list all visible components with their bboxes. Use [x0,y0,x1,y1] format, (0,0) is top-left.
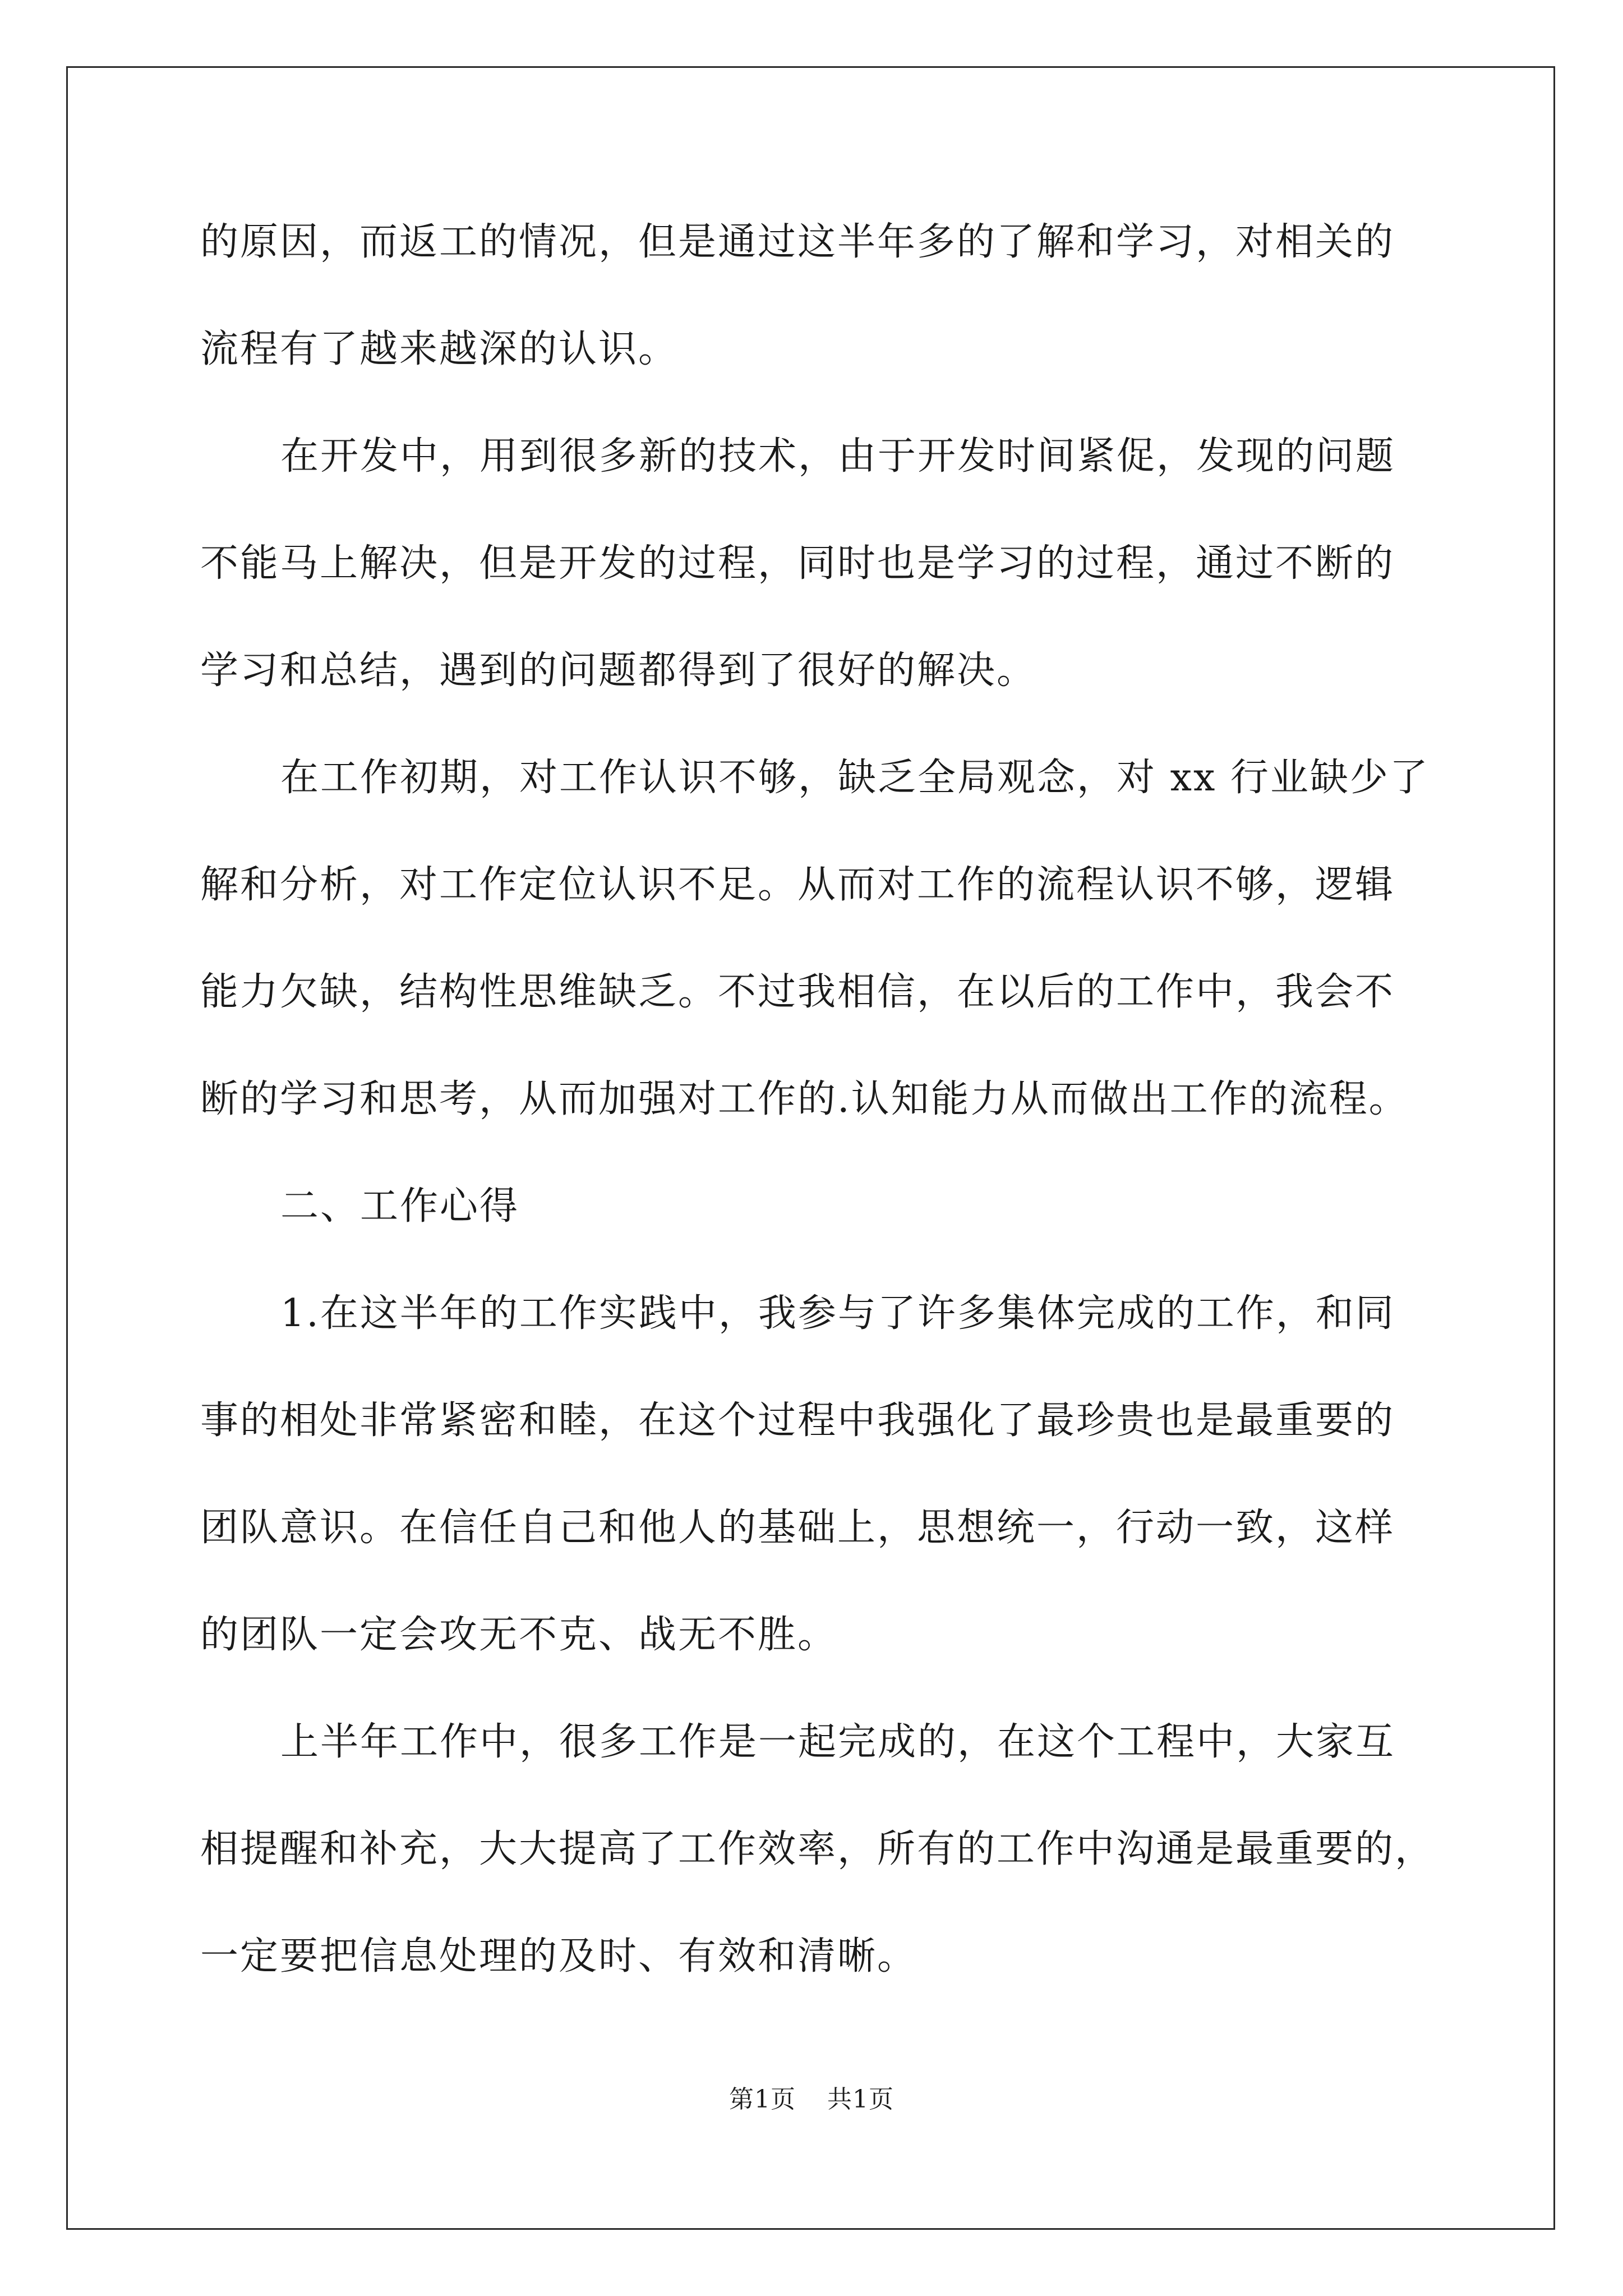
text-line: 事的相处非常紧密和睦，在这个过程中我强化了最珍贵也是最重要的 [200,1398,1395,1443]
page-total: 共1页 [827,2085,894,2114]
text-line: 的原因，而返工的情况，但是通过这半年多的了解和学习，对相关的 [200,220,1395,264]
text-line: 团队意识。在信任自己和他人的基础上，思想统一，行动一致，这样 [200,1506,1395,1550]
text-line: 断的学习和思考，从而加强对工作的.认知能力从而做出工作的流程。 [200,1077,1409,1121]
text-line: 学习和总结，遇到的问题都得到了很好的解决。 [200,648,1037,693]
text-line: 相提醒和补充，大大提高了工作效率，所有的工作中沟通是最重要的， [200,1827,1435,1871]
text-line: 上半年工作中，很多工作是一起完成的，在这个工程中，大家互 [280,1720,1396,1764]
text-line: 在工作初期，对工作认识不够，缺乏全局观念，对 xx 行业缺少了 [280,756,1430,800]
page-footer [0,2084,1623,2115]
text-line: 在开发中，用到很多新的技术，由于开发时间紧促，发现的问题 [280,434,1396,478]
section-heading: 二、工作心得 [280,1184,520,1228]
page-number: 第1页 [729,2085,796,2114]
text-line: 解和分析，对工作定位认识不足。从而对工作的流程认识不够，逻辑 [200,863,1395,907]
document-body [200,216,1440,2037]
text-line: 不能马上解决，但是开发的过程，同时也是学习的过程，通过不断的 [200,541,1395,586]
text-line: 一定要把信息处理的及时、有效和清晰。 [200,1934,917,1978]
text-line: 1.在这半年的工作实践中，我参与了许多集体完成的工作，和同 [280,1291,1395,1336]
text-line: 的团队一定会攻无不克、战无不胜。 [200,1613,838,1657]
text-line: 流程有了越来越深的认识。 [200,327,679,371]
text-line: 能力欠缺，结构性思维缺乏。不过我相信，在以后的工作中，我会不 [200,970,1395,1014]
